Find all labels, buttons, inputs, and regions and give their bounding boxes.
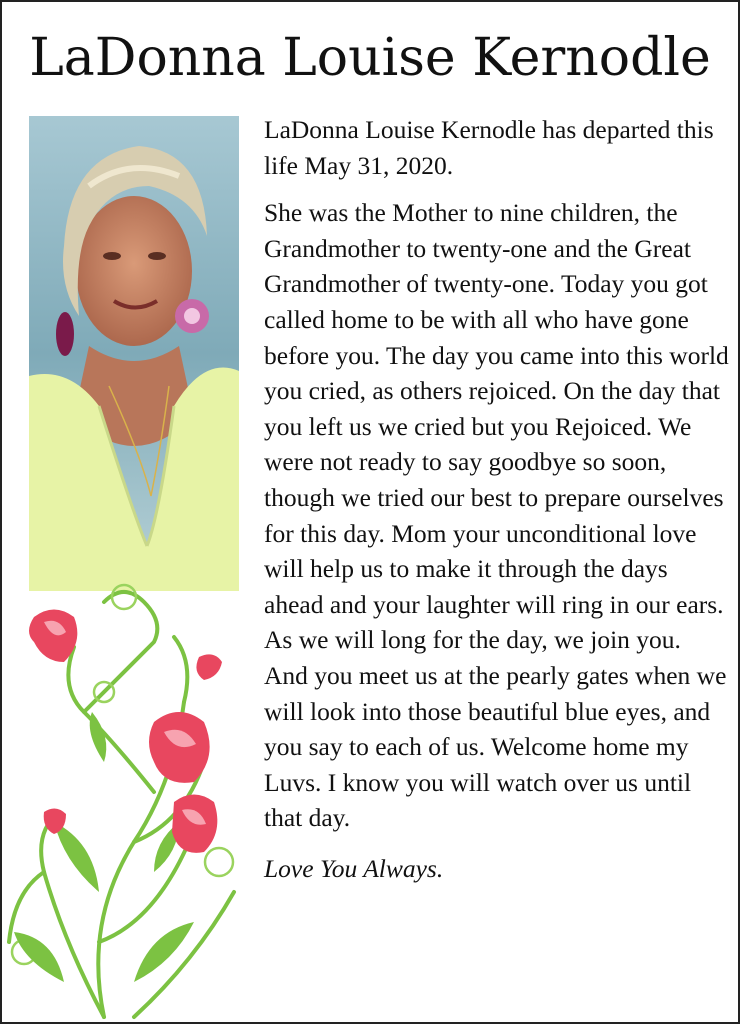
tribute-paragraph: She was the Mother to nine children, the Grandmother to twenty-one and the Great Grandmother of twenty-one. Today you got called home to be with all who have gone before you. The day you came into this world you cried, as others rejoiced. On the day that you left us we cried but you Rejoiced. We were not ready to say goodbye so soon, though we tried our best to prepare ourselves for this day. Mom your unconditional love will help us to make it through the days ahead and your laughter will ring in our ears. As we will long for the day, we join you. And you meet us at the pearly gates when we will look into those beautiful blue eyes, and you say to each of us. Welcome home my Luvs. I know you will watch over us until that day. [264, 198, 729, 833]
floral-illustration [4, 562, 249, 1022]
page-title: LaDonna Louise Kernodle [29, 28, 711, 88]
floral-decoration [4, 562, 249, 1022]
closing-line: Love You Always. [264, 853, 444, 883]
announcement-paragraph: LaDonna Louise Kernodle has departed this life May 31, 2020. [264, 115, 714, 180]
portrait-photo [29, 116, 239, 591]
obituary-text [264, 112, 729, 886]
portrait-illustration [29, 116, 239, 591]
